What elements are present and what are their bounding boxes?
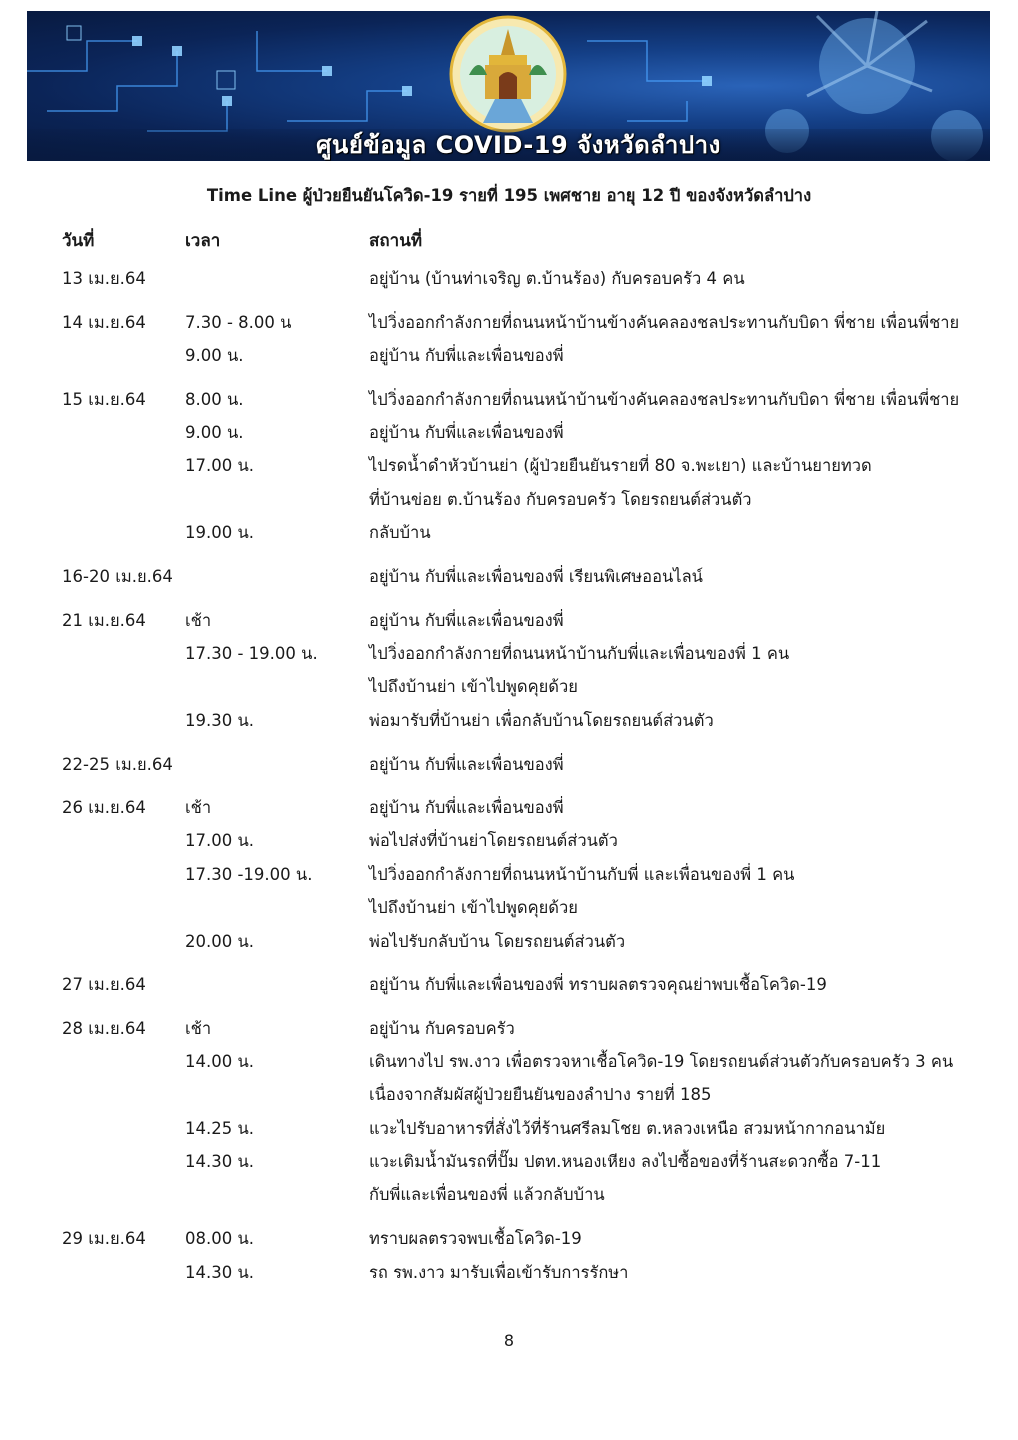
timeline-time: 14.25 น. [185, 1119, 255, 1138]
timeline-time: 19.00 น. [185, 523, 255, 542]
timeline-date: 22-25 เม.ย.64 [62, 755, 173, 774]
page-number: 8 [503, 1331, 515, 1350]
lampang-seal-icon [449, 15, 567, 133]
timeline-place: พ่อมารับที่บ้านย่า เพื่อกลับบ้านโดยรถยนต์ส่วนตัว [369, 711, 714, 730]
timeline-time: 17.00 น. [185, 831, 255, 850]
timeline-place: ไปวิ่งออกกำลังกายที่ถนนหน้าบ้านข้างคันคลองชลประทานกับบิดา พี่ชาย เพื่อนพี่ชาย [369, 390, 960, 409]
timeline-place: ไปรดน้ำดำหัวบ้านย่า (ผู้ป่วยยืนยันรายที่ 80 จ.พะเยา) และบ้านยายทวด [369, 456, 872, 475]
timeline-place: อยู่บ้าน กับพี่และเพื่อนของพี่ [369, 755, 564, 774]
timeline-place: ที่บ้านข่อย ต.บ้านร้อง กับครอบครัว โดยรถยนต์ส่วนตัว [369, 490, 752, 509]
timeline-place: ไปวิ่งออกกำลังกายที่ถนนหน้าบ้านกับพี่ และเพื่อนของพี่ 1 คน [369, 865, 795, 884]
timeline-time: 9.00 น. [185, 346, 244, 365]
timeline-place: อยู่บ้าน กับพี่และเพื่อนของพี่ เรียนพิเศษออนไลน์ [369, 567, 703, 586]
timeline-time: 17.30 - 19.00 น. [185, 644, 318, 663]
timeline-place: แวะเติมน้ำมันรถที่ปั๊ม ปตท.หนองเหียง ลงไปซื้อของที่ร้านสะดวกซื้อ 7-11 [369, 1152, 882, 1171]
timeline-place: อยู่บ้าน กับพี่และเพื่อนของพี่ ทราบผลตรวจคุณย่าพบเชื้อโควิด-19 [369, 975, 827, 994]
timeline-time: 8.00 น. [185, 390, 244, 409]
timeline-place: อยู่บ้าน กับพี่และเพื่อนของพี่ [369, 423, 564, 442]
timeline-place: ไปวิ่งออกกำลังกายที่ถนนหน้าบ้านข้างคันคลองชลประทานกับบิดา พี่ชาย เพื่อนพี่ชาย [369, 313, 960, 332]
timeline-place: พ่อไปส่งที่บ้านย่าโดยรถยนต์ส่วนตัว [369, 831, 618, 850]
timeline-place: รถ รพ.งาว มารับเพื่อเข้ารับการรักษา [369, 1263, 629, 1282]
column-header-place: สถานที่ [369, 231, 423, 251]
timeline-time: เช้า [185, 1019, 212, 1038]
timeline-time: 08.00 น. [185, 1229, 255, 1248]
timeline-time: 14.30 น. [185, 1263, 255, 1282]
timeline-time: เช้า [185, 798, 212, 817]
timeline-place: อยู่บ้าน กับพี่และเพื่อนของพี่ [369, 346, 564, 365]
timeline-time: 7.30 - 8.00 น [185, 313, 292, 332]
timeline-place: ไปถึงบ้านย่า เข้าไปพูดคุยด้วย [369, 677, 578, 696]
timeline-date: 28 เม.ย.64 [62, 1019, 146, 1038]
timeline-place: อยู่บ้าน กับพี่และเพื่อนของพี่ [369, 611, 564, 630]
timeline-place: ไปวิ่งออกกำลังกายที่ถนนหน้าบ้านกับพี่และเพื่อนของพี่ 1 คน [369, 644, 790, 663]
timeline-time: 9.00 น. [185, 423, 244, 442]
timeline-time: 17.30 -19.00 น. [185, 865, 313, 884]
timeline-place: เนื่องจากสัมผัสผู้ป่วยยืนยันของลำปาง รายที่ 185 [369, 1085, 712, 1104]
banner-title: ศูนย์ข้อมูล COVID-19 จังหวัดลำปาง [27, 129, 990, 161]
timeline-place: กลับบ้าน [369, 523, 431, 542]
timeline-place: ทราบผลตรวจพบเชื้อโควิด-19 [369, 1229, 582, 1248]
timeline-date: 29 เม.ย.64 [62, 1229, 146, 1248]
timeline-date: 21 เม.ย.64 [62, 611, 146, 630]
column-header-time: เวลา [185, 231, 221, 251]
timeline-place: แวะไปรับอาหารที่สั่งไว้ที่ร้านศรีลมโชย ต.หลวงเหนือ สวมหน้ากากอนามัย [369, 1119, 886, 1138]
timeline-place: ไปถึงบ้านย่า เข้าไปพูดคุยด้วย [369, 898, 578, 917]
timeline-time: 20.00 น. [185, 932, 255, 951]
timeline-date: 26 เม.ย.64 [62, 798, 146, 817]
timeline-place: พ่อไปรับกลับบ้าน โดยรถยนต์ส่วนตัว [369, 932, 626, 951]
timeline-place: อยู่บ้าน กับครอบครัว [369, 1019, 515, 1038]
timeline-date: 27 เม.ย.64 [62, 975, 146, 994]
timeline-place: เดินทางไป รพ.งาว เพื่อตรวจหาเชื้อโควิด-19 โดยรถยนต์ส่วนตัวกับครอบครัว 3 คน [369, 1052, 954, 1071]
timeline-date: 15 เม.ย.64 [62, 390, 146, 409]
timeline-time: 19.30 น. [185, 711, 255, 730]
timeline-date: 16-20 เม.ย.64 [62, 567, 173, 586]
timeline-date: 13 เม.ย.64 [62, 269, 146, 288]
document-title: Time Line ผู้ป่วยยืนยันโควิด-19 รายที่ 195 เพศชาย อายุ 12 ปี ของจังหวัดลำปาง [206, 186, 812, 205]
header-banner [27, 11, 990, 161]
timeline-place: กับพี่และเพื่อนของพี่ แล้วกลับบ้าน [369, 1185, 605, 1204]
timeline-time: 17.00 น. [185, 456, 255, 475]
timeline-time: เช้า [185, 611, 212, 630]
timeline-place: อยู่บ้าน (บ้านท่าเจริญ ต.บ้านร้อง) กับครอบครัว 4 คน [369, 269, 745, 288]
column-header-date: วันที่ [62, 231, 95, 251]
timeline-time: 14.00 น. [185, 1052, 255, 1071]
timeline-time: 14.30 น. [185, 1152, 255, 1171]
timeline-date: 14 เม.ย.64 [62, 313, 146, 332]
timeline-place: อยู่บ้าน กับพี่และเพื่อนของพี่ [369, 798, 564, 817]
